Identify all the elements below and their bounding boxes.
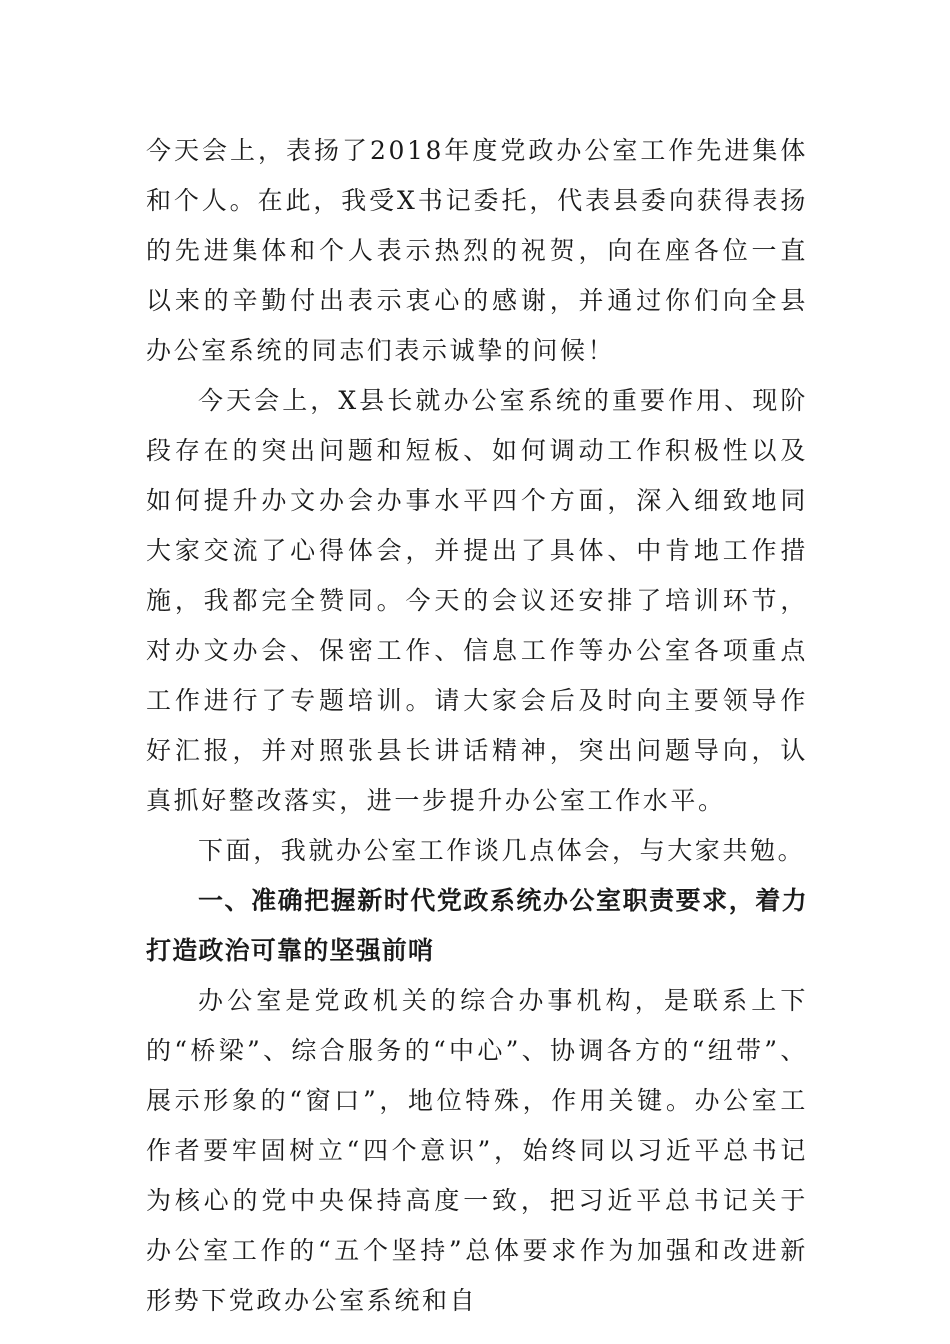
paragraph-commendation: 今天会上，表扬了2018年度党政办公室工作先进集体和个人。在此，我受X书记委托，代表县委向获得表扬的先进集体和个人表示热烈的祝贺，向在座各位一直以来的辛勤付出表示衷心的感谢，并通过你们向全县办公室系统的同志们表示诚挚的问候！: [146, 136, 808, 365]
document-body: [146, 126, 808, 1326]
paragraph-office-role: 办公室是党政机关的综合办事机构，是联系上下的“桥梁”、综合服务的“中心”、协调各方的“纽带”、展示形象的“窗口”，地位特殊，作用关键。办公室工作者要牢固树立“四个意识”，始终同以习近平总书记为核心的党中央保持高度一致，把习近平总书记关于办公室工作的“五个坚持”总体要求作为加强和改进新形势下党政办公室系统和自: [146, 986, 808, 1315]
section-heading-1: 一、准确把握新时代党政系统办公室职责要求，着力打造政治可靠的坚强前哨: [146, 886, 808, 965]
paragraph-transition: 下面，我就办公室工作谈几点体会，与大家共勉。: [198, 836, 806, 865]
paragraph-meeting-summary: 今天会上，X县长就办公室系统的重要作用、现阶段存在的突出问题和短板、如何调动工作积极性以及如何提升办文办会办事水平四个方面，深入细致地同大家交流了心得体会，并提出了具体、中肯地工作措施，我都完全赞同。今天的会议还安排了培训环节，对办文办会、保密工作、信息工作等办公室各项重点工作进行了专题培训。请大家会后及时向主要领导作好汇报，并对照张县长讲话精神，突出问题导向，认真抓好整改落实，进一步提升办公室工作水平。: [146, 386, 808, 815]
